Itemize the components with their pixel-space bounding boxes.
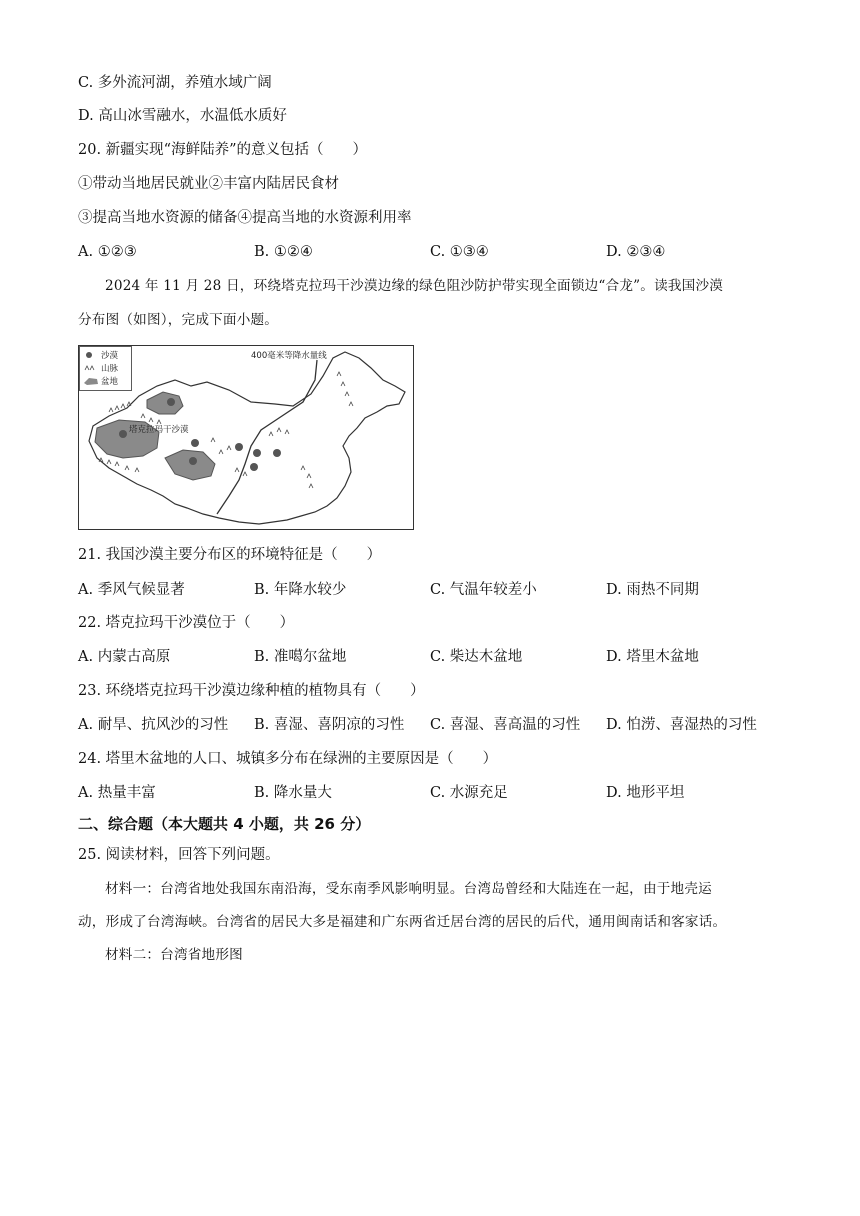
q20-option-a: A. ①②③ xyxy=(78,244,137,260)
isohyet-label: 400毫米等降水量线 xyxy=(251,351,327,361)
q23-option-b: B. 喜湿、喜阴凉的习性 xyxy=(254,717,405,733)
q19-option-c: C. 多外流河湖，养殖水域广阔 xyxy=(78,75,272,91)
legend-mountain-label: 山脉 xyxy=(101,364,119,374)
desert-marker xyxy=(189,457,197,465)
q25-material2: 材料二：台湾省地形图 xyxy=(105,947,243,963)
desert-marker xyxy=(273,449,281,457)
desert-marker xyxy=(167,398,175,406)
q24-option-d: D. 地形平坦 xyxy=(606,785,685,801)
q21-option-d: D. 雨热不同期 xyxy=(606,582,699,598)
q25-stem: 25. 阅读材料，回答下列问题。 xyxy=(78,847,280,863)
q21-stem: 21. 我国沙漠主要分布区的环境特征是（ ） xyxy=(78,547,382,563)
intro-line1: 2024 年 11 月 28 日，环绕塔克拉玛干沙漠边缘的绿色阻沙防护带实现全面锁边“合龙”。读我国沙漠 xyxy=(105,278,724,294)
desert-marker xyxy=(250,463,258,471)
q21-option-b: B. 年降水较少 xyxy=(254,582,347,598)
desert-marker xyxy=(253,449,261,457)
legend-basin-label: 盆地 xyxy=(101,377,119,387)
q23-option-a: A. 耐旱、抗风沙的习性 xyxy=(78,717,229,733)
q25-material1-line2: 动，形成了台湾海峡。台湾省的居民大多是福建和广东两省迁居台湾的居民的后代，通用闽南话和客家话。 xyxy=(78,914,727,930)
china-outline-map xyxy=(79,346,413,529)
desert-marker xyxy=(235,443,243,451)
intro-line2: 分布图（如图），完成下面小题。 xyxy=(78,312,279,328)
legend-desert-symbol xyxy=(86,352,92,358)
desert-distribution-map xyxy=(78,345,414,530)
q19-option-d: D. 高山冰雪融水，水温低水质好 xyxy=(78,108,287,124)
q24-option-a: A. 热量丰富 xyxy=(78,785,156,801)
q22-option-a: A. 内蒙古高原 xyxy=(78,649,171,665)
q21-option-c: C. 气温年较差小 xyxy=(430,582,537,598)
q22-option-d: D. 塔里木盆地 xyxy=(606,649,699,665)
q20-statement-line1: ①带动当地居民就业②丰富内陆居民食材 xyxy=(78,176,339,192)
q21-option-a: A. 季风气候显著 xyxy=(78,582,185,598)
q20-option-d: D. ②③④ xyxy=(606,244,666,260)
q24-option-c: C. 水源充足 xyxy=(430,785,508,801)
q20-option-b: B. ①②④ xyxy=(254,244,313,260)
q20-option-c: C. ①③④ xyxy=(430,244,489,260)
q23-option-c: C. 喜湿、喜高温的习性 xyxy=(430,717,581,733)
q25-material1-line1: 材料一：台湾省地处我国东南沿海，受东南季风影响明显。台湾岛曾经和大陆连在一起，由于地壳运 xyxy=(105,881,712,897)
q22-option-b: B. 准噶尔盆地 xyxy=(254,649,347,665)
q23-stem: 23. 环绕塔克拉玛干沙漠边缘种植的植物具有（ ） xyxy=(78,683,425,699)
desert-marker xyxy=(119,430,127,438)
q22-stem: 22. 塔克拉玛干沙漠位于（ ） xyxy=(78,615,295,631)
q24-option-b: B. 降水量大 xyxy=(254,785,332,801)
desert-marker xyxy=(191,439,199,447)
q20-statement-line2: ③提高当地水资源的储备④提高当地的水资源利用率 xyxy=(78,210,412,226)
section-heading: 二、综合题（本大题共 4 小题，共 26 分） xyxy=(78,815,371,833)
q22-option-c: C. 柴达木盆地 xyxy=(430,649,523,665)
taklamakan-label: 塔克拉玛干沙漠 xyxy=(129,425,189,435)
legend-desert-label: 沙漠 xyxy=(101,351,119,361)
q23-option-d: D. 怕涝、喜湿热的习性 xyxy=(606,717,757,733)
q24-stem: 24. 塔里木盆地的人口、城镇多分布在绿洲的主要原因是（ ） xyxy=(78,751,498,767)
q20-stem: 20. 新疆实现“海鲜陆养”的意义包括（ ） xyxy=(78,142,367,158)
